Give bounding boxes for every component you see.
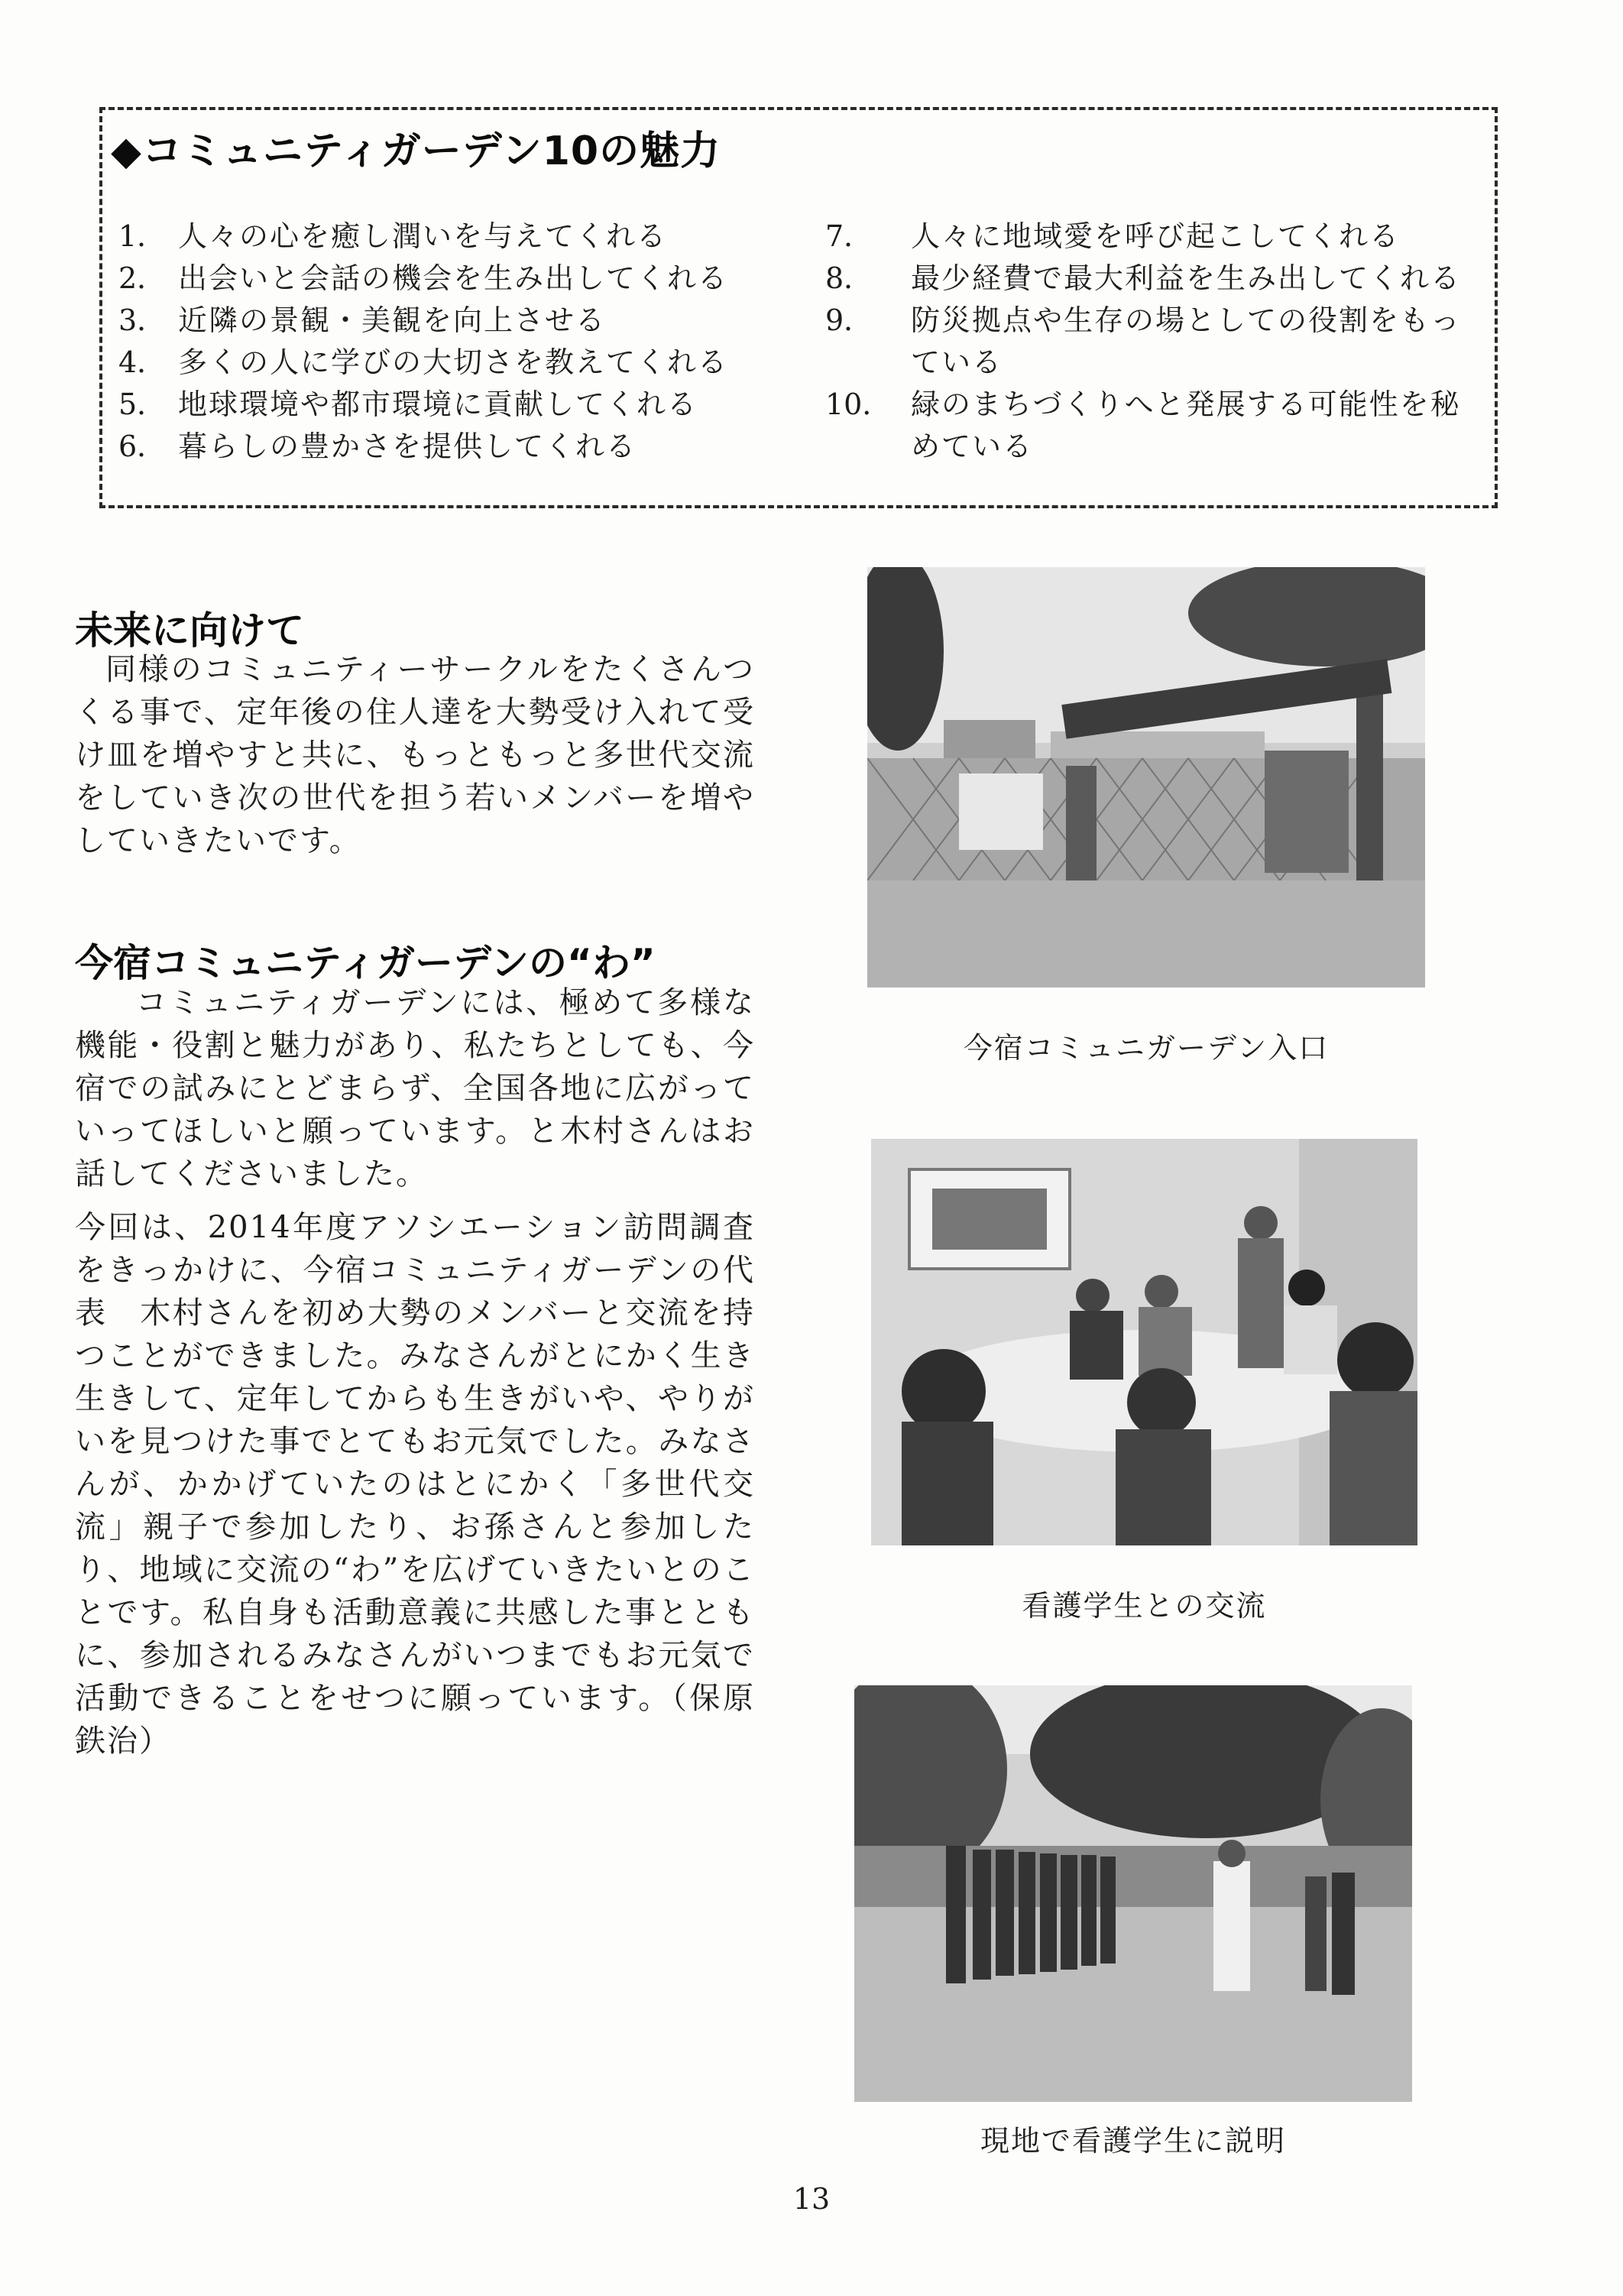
item-text: 人々の心を癒し潤いを与えてくれる [178,219,668,253]
onsite-explanation-image [854,1685,1412,2102]
list-item [825,384,1482,468]
item-number: 9． [825,303,873,337]
student-exchange-photo [871,1139,1417,1545]
list-item [118,216,806,258]
list-item [118,258,806,300]
list-item [825,258,1482,300]
item-text: 近隣の景観・美観を向上させる [178,303,607,337]
item-number: 8． [825,261,873,295]
wa-body-1: コミュニティガーデンには、極めて多様な機能・役割と魅力があり、私たちとしても、今宿での試みにとどまらず、全国各地に広がっていってほしいと願っています。と木村さんはお話してくださいました。 [75,985,755,1192]
item-number: 6． [118,430,167,463]
list-item [118,384,806,426]
future-body: 同様のコミュニティーサークルをたくさんつくる事で、定年後の住人達を大勢受け入れて受け皿を増やすと共に、もっともっと多世代交流をしていき次の世代を担う若いメンバーを増やしていきたいです。 [75,652,755,858]
page-number: 13 [792,2182,831,2216]
onsite-explanation-photo [854,1685,1412,2102]
item-number: 1． [118,219,167,253]
item-number: 4． [118,345,167,379]
item-text: 緑のまちづくりへと発展する可能性を秘めている [911,388,1461,463]
list-item [118,426,806,468]
list-item [118,300,806,342]
future-heading: 未来に向けて [75,608,304,653]
attractions-list-right [825,216,1482,468]
item-text: 多くの人に学びの大切さを教えてくれる [178,345,729,379]
explanation-caption: 現地で看護学生に説明 [980,2124,1286,2158]
item-number: 10． [825,388,892,421]
wa-body-2: 今回は、2014年度アソシエーション訪問調査をきっかけに、今宿コミュニティガーデンの代表 木村さんを初め大勢のメンバーと交流を持つことができました。みなさんがとにかく生き生きして、定年してからも生きがいや、やりがいを見つけた事でとてもお元気でした。みなさんが、かかげていたのはとにかく「多世代交流」親子で参加したり、お孫さんと参加したり、地域に交流の“わ”を広げていきたいとのことです。私自身も活動意義に共感した事とともに、参加されるみなさんがいつまでもお元気で活動できることをせつに願っています。（保原 鉄治） [75,1210,787,1759]
exchange-caption: 看護学生との交流 [1022,1589,1267,1623]
entrance-caption: 今宿コミュニガーデン入口 [963,1031,1330,1065]
wa-heading: 今宿コミュニティガーデンの“わ” [75,941,656,985]
student-exchange-image [871,1139,1417,1545]
item-text: 人々に地域愛を呼び起こしてくれる [911,219,1401,253]
item-number: 3． [118,303,167,337]
garden-entrance-image [867,567,1425,987]
item-text: 暮らしの豊かさを提供してくれる [178,430,637,463]
item-number: 2． [118,261,167,295]
attractions-list-left [118,216,806,468]
garden-entrance-photo [867,567,1425,987]
item-number: 5． [118,388,167,421]
list-item [118,342,806,384]
item-text: 防災拠点や生存の場としての役割をもっている [911,303,1462,379]
item-text: 最少経費で最大利益を生み出してくれる [911,261,1462,295]
item-number: 7． [825,219,873,253]
list-item [825,300,1482,384]
list-item [825,216,1482,258]
item-text: 出会いと会話の機会を生み出してくれる [178,261,729,295]
item-text: 地球環境や都市環境に貢献してくれる [178,388,698,421]
attractions-title: ◆コミュニティガーデン10の魅力 [111,128,721,174]
